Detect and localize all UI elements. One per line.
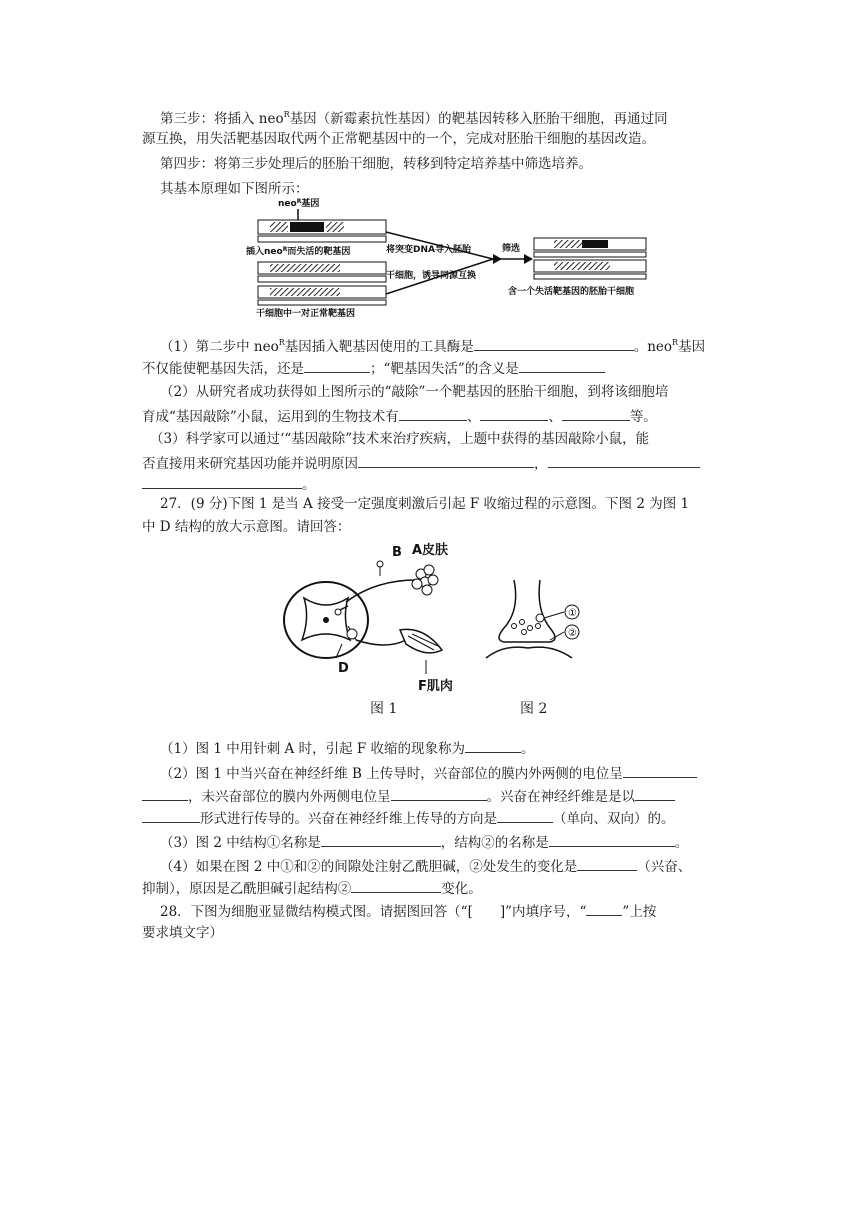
fig1-label-A: A皮肤 bbox=[412, 543, 449, 558]
answer-blank-direction[interactable] bbox=[497, 808, 553, 823]
q26-part3-line1: （3）科学家可以通过‘“基因敲除”技术来治疗疾病，上题中获得的基因敲除小鼠，能 bbox=[150, 431, 650, 447]
answer-blank-structure-2-change[interactable] bbox=[351, 878, 441, 893]
answer-blank-structure-1[interactable] bbox=[321, 832, 441, 847]
q27-part2-line2: ，未兴奋部位的膜内外两侧电位呈 。兴奋在神经纤维是是以 bbox=[142, 786, 675, 806]
q27-part2-line3: 形式进行传导的。兴奋在神经纤维上传导的方向是 （单向、双向）的。 bbox=[142, 808, 675, 828]
answer-blank-structure-2[interactable] bbox=[549, 832, 675, 847]
q27-part2-line1: （2）图 1 中当兴奋在神经纤维 B 上传导时，兴奋部位的膜内外两侧的电位呈 bbox=[160, 763, 697, 783]
answer-blank-reflex[interactable] bbox=[465, 738, 521, 753]
fig1-label-B: B bbox=[392, 545, 402, 560]
fig1-label-D: D bbox=[338, 661, 349, 676]
q27-part3: （3）图 2 中结构①名称是 ，结构②的名称是 。 bbox=[160, 832, 688, 852]
muscle bbox=[400, 629, 442, 652]
answer-blank-tech-2[interactable] bbox=[480, 406, 548, 421]
answer-blank-conduction-form[interactable] bbox=[635, 786, 675, 801]
step3-line2: 源互换，用失活靶基因取代两个正常靶基因中的一个，完成对胚胎干细胞的基因改造。 bbox=[142, 131, 655, 147]
presynaptic-terminal bbox=[499, 580, 555, 642]
q26-part2-line2: 育成“基因敲除”小鼠，运用到的生物技术有 、 、 等。 bbox=[142, 406, 657, 426]
q27-intro-line2: 中 D 结构的放大示意图。请回答： bbox=[142, 519, 351, 535]
fig1-label-F: F肌肉 bbox=[418, 679, 453, 692]
q26-part1-line2: 不仅能使靶基因失活，还是 ；“靶基因失活”的含义是 bbox=[142, 358, 605, 378]
answer-blank-tech-3[interactable] bbox=[562, 406, 630, 421]
answer-blank-reason-2[interactable] bbox=[548, 453, 700, 468]
q28-example-blank bbox=[586, 901, 622, 916]
synapse-figure bbox=[484, 570, 594, 662]
q28-line1: 28．下图为细胞亚显微结构模式图。请据图回答（“[ ]”内填序号，“ ”上按 bbox=[160, 901, 656, 921]
answer-blank-tech-1[interactable] bbox=[399, 406, 467, 421]
neo-gene-label: neo$^R$基因 bbox=[278, 198, 320, 209]
arrow-label-top: 将突变DNA导入胚胎 bbox=[386, 245, 471, 255]
answer-blank-conduction-form-cont[interactable] bbox=[142, 808, 200, 823]
q27-part4-line1: （4）如果在图 2 中①和②的间隙处注射乙酰胆碱，②处发生的变化是 （兴奋、 bbox=[160, 856, 691, 876]
q26-part1-line1: （1）第二步中 neo$^R$基因插入靶基因使用的工具酶是 。neo$^R$基因 bbox=[160, 338, 706, 355]
stem-cell-label: 干细胞中一对正常靶基因 bbox=[256, 309, 356, 319]
inserted-gene-label: 插入neo$^R$而失活的靶基因 bbox=[246, 246, 351, 257]
fig2-label-1: ① bbox=[568, 608, 577, 619]
answer-blank-meaning[interactable] bbox=[519, 358, 605, 373]
gene-knockout-diagram bbox=[238, 196, 658, 320]
screen-label: 筛选 bbox=[502, 244, 521, 254]
answer-blank-excited-potential-cont[interactable] bbox=[142, 786, 188, 801]
answer-blank-resting-potential[interactable] bbox=[391, 786, 487, 801]
figure2-caption: 图 2 bbox=[520, 701, 548, 717]
answer-blank-change[interactable] bbox=[577, 856, 637, 871]
step3-line1: 第三步：将插入 neo$^R$基因（新霉素抗性基因）的靶基因转移入胚胎干细胞，再通过同 bbox=[160, 110, 668, 127]
answer-blank-reason-1[interactable] bbox=[358, 453, 534, 468]
answer-blank-reason-3[interactable] bbox=[142, 474, 302, 489]
q26-part2-line1: （2）从研究者成功获得如上图所示的“敲除”一个靶基因的胚胎干细胞，到将该细胞培 bbox=[160, 384, 669, 400]
q27-part1: （1）图 1 中用针刺 A 时，引起 F 收缩的现象称为 。 bbox=[160, 738, 535, 758]
principle-intro: 其基本原理如下图所示： bbox=[160, 181, 309, 197]
q27-part4-line2: 抑制），原因是乙酰胆碱引起结构② 变化。 bbox=[142, 878, 482, 898]
q27-intro-line1: 27．(9 分)下图 1 是当 A 接受一定强度刺激后引起 F 收缩过程的示意图。下图 2 为图 1 bbox=[160, 496, 690, 512]
reflex-arc-figure bbox=[276, 540, 466, 692]
answer-blank-enzyme[interactable] bbox=[474, 336, 634, 351]
q26-part3-line2: 否直接用来研究基因功能并说明原因 ， bbox=[142, 453, 700, 473]
skin-receptor bbox=[412, 565, 438, 595]
step4-line: 第四步：将第三步处理后的胚胎干细胞，转移到特定培养基中筛选培养。 bbox=[160, 156, 592, 172]
answer-blank-excited-potential[interactable] bbox=[623, 763, 697, 778]
fig2-label-2: ② bbox=[568, 628, 577, 639]
result-label: 含一个失活靶基因的胚胎干细胞 bbox=[508, 287, 635, 297]
postsynaptic-membrane bbox=[486, 647, 572, 658]
q26-part3-line3: 。 bbox=[142, 474, 316, 494]
q28-line2: 要求填文字） bbox=[142, 925, 223, 941]
figure1-caption: 图 1 bbox=[370, 701, 398, 717]
answer-blank-neo-role[interactable] bbox=[304, 358, 370, 373]
arrow-label-bottom: 干细胞，诱导同源互换 bbox=[386, 271, 477, 281]
